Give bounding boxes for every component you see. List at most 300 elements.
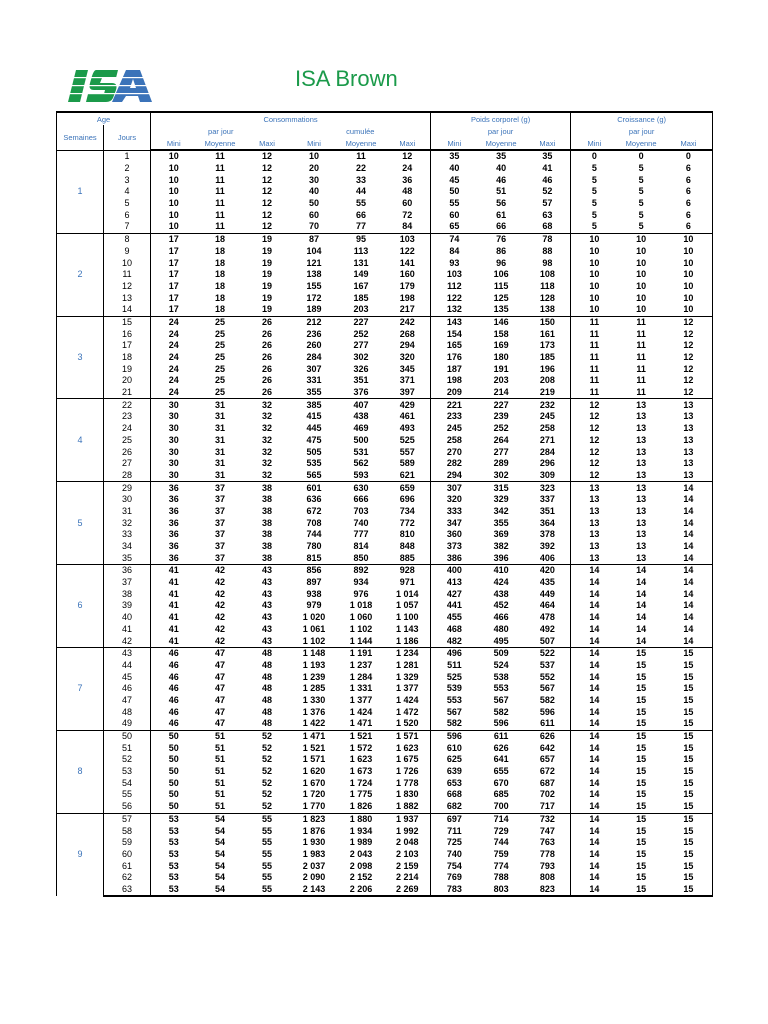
value-cell: 198	[385, 292, 431, 304]
value-cell: 121	[306, 257, 322, 268]
value-cell: 12	[385, 150, 431, 163]
value-cell: 1 571	[302, 754, 326, 765]
value-cell: 525	[385, 435, 431, 447]
table-row	[57, 174, 713, 186]
value-cell: 55	[244, 813, 291, 825]
value-cell: 15	[636, 742, 647, 753]
header-moyenne: Moyenne	[338, 137, 385, 150]
value-cell: 5	[591, 174, 597, 185]
value-cell: 1 882	[385, 801, 431, 813]
table-row	[57, 233, 713, 245]
value-cell: 32	[262, 423, 273, 434]
value-cell: 642	[525, 742, 571, 754]
value-cell: 55	[262, 860, 273, 871]
value-cell: 33	[356, 174, 367, 185]
value-cell: 55	[244, 884, 291, 897]
value-cell: 14	[589, 766, 600, 777]
value-cell: 13	[589, 529, 600, 540]
value-cell: 78	[525, 233, 571, 245]
table-row	[57, 411, 713, 423]
value-cell: 13	[636, 423, 647, 434]
value-cell: 14	[589, 612, 600, 623]
value-cell: 1 930	[302, 837, 326, 848]
value-cell: 1 100	[385, 612, 431, 624]
value-cell: 36	[168, 517, 179, 528]
value-cell: 32	[262, 458, 273, 469]
value-cell: 113	[353, 245, 369, 256]
value-cell: 10	[636, 257, 647, 268]
day-cell: 7	[104, 221, 151, 233]
value-cell: 12	[244, 221, 291, 233]
value-cell: 10	[151, 150, 197, 163]
table-row	[57, 281, 713, 293]
value-cell: 40	[449, 163, 460, 174]
day-cell: 13	[104, 292, 151, 304]
value-cell: 31	[215, 446, 226, 457]
day-cell: 24	[104, 423, 151, 435]
value-cell: 41	[151, 565, 197, 577]
value-cell: 54	[215, 860, 226, 871]
value-cell: 1 673	[349, 766, 373, 777]
value-cell: 6	[665, 198, 713, 210]
value-cell: 814	[353, 541, 369, 552]
value-cell: 11	[571, 316, 618, 328]
value-cell: 1 239	[302, 671, 326, 682]
value-cell: 17	[168, 257, 179, 268]
day-cell: 48	[104, 706, 151, 718]
value-cell: 429	[385, 399, 431, 411]
value-cell: 5	[618, 221, 665, 233]
table-row	[57, 742, 713, 754]
value-cell: 553	[493, 683, 509, 694]
day-cell: 30	[104, 494, 151, 506]
value-cell: 478	[525, 612, 571, 624]
value-cell: 15	[665, 683, 713, 695]
day-cell: 35	[104, 552, 151, 564]
day-cell: 3	[104, 174, 151, 186]
value-cell: 24	[168, 352, 179, 363]
value-cell: 87	[291, 233, 338, 245]
value-cell: 12	[262, 186, 273, 197]
value-cell: 15	[618, 884, 665, 897]
value-cell: 0	[571, 150, 618, 163]
value-cell: 1 521	[338, 730, 385, 742]
value-cell: 1 675	[385, 754, 431, 766]
value-cell: 672	[525, 766, 571, 778]
table-body	[57, 150, 713, 896]
value-cell: 14	[589, 659, 600, 670]
value-cell: 1 521	[302, 742, 326, 753]
value-cell: 2 214	[385, 872, 431, 884]
value-cell: 364	[525, 517, 571, 529]
value-cell: 38	[262, 505, 273, 516]
table-row	[57, 186, 713, 198]
value-cell: 639	[446, 766, 462, 777]
value-cell: 15	[665, 849, 713, 861]
value-cell: 108	[525, 269, 571, 281]
value-cell: 48	[262, 706, 273, 717]
value-cell: 522	[525, 647, 571, 659]
value-cell: 15	[618, 647, 665, 659]
value-cell: 72	[385, 209, 431, 221]
table-row	[57, 552, 713, 564]
value-cell: 43	[244, 635, 291, 647]
value-cell: 1 330	[302, 694, 326, 705]
value-cell: 84	[449, 245, 460, 256]
value-cell: 626	[493, 742, 509, 753]
value-cell: 14	[571, 718, 618, 730]
value-cell: 55	[262, 872, 273, 883]
value-cell: 18	[215, 280, 226, 291]
value-cell: 14	[665, 565, 713, 577]
value-cell: 36	[168, 505, 179, 516]
value-cell: 41	[168, 623, 179, 634]
value-cell: 42	[215, 600, 226, 611]
value-cell: 672	[306, 505, 322, 516]
value-cell: 25	[215, 328, 226, 339]
value-cell: 14	[571, 801, 618, 813]
table-row	[57, 754, 713, 766]
value-cell: 14	[665, 624, 713, 636]
value-cell: 11	[215, 209, 225, 220]
value-cell: 12	[589, 411, 600, 422]
value-cell: 46	[168, 683, 179, 694]
value-cell: 5	[638, 163, 644, 174]
value-cell: 333	[446, 505, 462, 516]
value-cell: 553	[446, 694, 462, 705]
value-cell: 42	[215, 623, 226, 634]
value-cell: 15	[665, 742, 713, 754]
day-cell: 53	[104, 766, 151, 778]
value-cell: 11	[215, 198, 225, 209]
value-cell: 118	[525, 281, 571, 293]
value-cell: 146	[478, 316, 525, 328]
value-cell: 25	[197, 316, 244, 328]
value-cell: 14	[589, 671, 600, 682]
day-cell: 63	[104, 884, 151, 897]
value-cell: 13	[618, 482, 665, 494]
day-cell: 61	[104, 860, 151, 872]
value-cell: 26	[262, 352, 273, 363]
value-cell: 13	[636, 529, 647, 540]
table-row	[57, 789, 713, 801]
value-cell: 131	[353, 257, 369, 268]
value-cell: 13	[636, 541, 647, 552]
value-cell: 392	[525, 541, 571, 553]
value-cell: 52	[244, 730, 291, 742]
day-cell: 19	[104, 363, 151, 375]
value-cell: 14	[636, 577, 647, 588]
value-cell: 65	[431, 221, 478, 233]
value-cell: 232	[525, 399, 571, 411]
value-cell: 258	[446, 434, 462, 445]
week-label: 7	[57, 647, 104, 730]
value-cell: 772	[385, 517, 431, 529]
value-cell: 12	[262, 198, 273, 209]
value-cell: 15	[636, 872, 647, 883]
value-cell: 40	[309, 186, 320, 197]
value-cell: 239	[493, 411, 509, 422]
value-cell: 435	[525, 577, 571, 589]
value-cell: 48	[385, 186, 431, 198]
header-maxi: Maxi	[385, 137, 431, 150]
day-cell: 8	[104, 233, 151, 245]
value-cell: 567	[493, 694, 509, 705]
value-cell: 227	[478, 399, 525, 411]
table-row	[57, 375, 713, 387]
table-row	[57, 529, 713, 541]
value-cell: 1 826	[338, 801, 385, 813]
table-row	[57, 612, 713, 624]
value-cell: 744	[306, 529, 322, 540]
day-cell: 50	[104, 730, 151, 742]
day-cell: 59	[104, 837, 151, 849]
value-cell: 26	[262, 328, 273, 339]
value-cell: 50	[151, 801, 197, 813]
day-cell: 40	[104, 612, 151, 624]
value-cell: 611	[478, 730, 525, 742]
day-cell: 4	[104, 186, 151, 198]
value-cell: 42	[197, 635, 244, 647]
value-cell: 13	[665, 423, 713, 435]
value-cell: 14	[589, 706, 600, 717]
value-cell: 461	[385, 411, 431, 423]
value-cell: 18	[197, 233, 244, 245]
value-cell: 19	[262, 245, 273, 256]
value-cell: 41	[525, 163, 571, 175]
value-cell: 810	[385, 529, 431, 541]
value-cell: 6	[665, 186, 713, 198]
value-cell: 54	[197, 884, 244, 897]
value-cell: 63	[525, 209, 571, 221]
value-cell: 763	[525, 837, 571, 849]
header-conso-cumulee: cumulée	[291, 125, 431, 137]
value-cell: 6	[665, 221, 713, 233]
table-row	[57, 399, 713, 411]
value-cell: 928	[385, 565, 431, 577]
value-cell: 1 778	[385, 777, 431, 789]
value-cell: 655	[493, 766, 509, 777]
value-cell: 14	[589, 860, 600, 871]
header-maxi: Maxi	[665, 137, 713, 150]
day-cell: 25	[104, 435, 151, 447]
header-poids-par-jour: par jour	[431, 125, 571, 137]
header-mini: Mini	[571, 137, 618, 150]
value-cell: 32	[244, 470, 291, 482]
day-cell: 31	[104, 506, 151, 518]
value-cell: 10	[618, 233, 665, 245]
value-cell: 10	[291, 150, 338, 163]
value-cell: 10	[168, 163, 179, 174]
value-cell: 46	[151, 647, 197, 659]
value-cell: 505	[306, 446, 322, 457]
value-cell: 525	[446, 671, 462, 682]
value-cell: 155	[306, 280, 322, 291]
value-cell: 17	[168, 280, 179, 291]
value-cell: 12	[665, 387, 713, 399]
value-cell: 582	[431, 718, 478, 730]
value-cell: 47	[215, 694, 226, 705]
value-cell: 783	[431, 884, 478, 897]
value-cell: 143	[431, 316, 478, 328]
value-cell: 14	[636, 600, 647, 611]
value-cell: 12	[665, 328, 713, 340]
value-cell: 37	[215, 494, 226, 505]
value-cell: 10	[589, 245, 600, 256]
value-cell: 50	[168, 766, 179, 777]
header-semaines: Semaines	[57, 125, 104, 150]
value-cell: 351	[353, 375, 369, 386]
value-cell: 15	[636, 659, 647, 670]
value-cell: 413	[446, 577, 462, 588]
day-cell: 20	[104, 375, 151, 387]
value-cell: 17	[168, 292, 179, 303]
value-cell: 565	[291, 470, 338, 482]
value-cell: 35	[431, 150, 478, 163]
value-cell: 315	[478, 482, 525, 494]
value-cell: 36	[168, 541, 179, 552]
value-cell: 42	[197, 565, 244, 577]
day-cell: 56	[104, 801, 151, 813]
value-cell: 284	[306, 352, 322, 363]
value-cell: 18	[215, 269, 226, 280]
value-cell: 14	[589, 754, 600, 765]
value-cell: 14	[589, 848, 600, 859]
value-cell: 30	[168, 458, 179, 469]
value-cell: 68	[525, 221, 571, 233]
value-cell: 61	[496, 209, 507, 220]
value-cell: 700	[478, 801, 525, 813]
value-cell: 326	[353, 363, 369, 374]
value-cell: 856	[291, 565, 338, 577]
value-cell: 217	[385, 304, 431, 316]
value-cell: 307	[306, 363, 322, 374]
value-cell: 13	[589, 505, 600, 516]
value-cell: 30	[151, 470, 197, 482]
value-cell: 277	[353, 340, 369, 351]
value-cell: 850	[338, 552, 385, 564]
value-cell: 12	[665, 375, 713, 387]
value-cell: 25	[215, 375, 226, 386]
value-cell: 1 937	[385, 813, 431, 825]
value-cell: 15	[636, 754, 647, 765]
day-cell: 49	[104, 718, 151, 730]
value-cell: 15	[636, 860, 647, 871]
table-row	[57, 292, 713, 304]
value-cell: 538	[493, 671, 509, 682]
value-cell: 302	[353, 352, 369, 363]
value-cell: 347	[446, 517, 462, 528]
value-cell: 1 377	[385, 683, 431, 695]
value-cell: 52	[262, 742, 273, 753]
value-cell: 35	[478, 150, 525, 163]
value-cell: 2 098	[349, 860, 373, 871]
value-cell: 189	[291, 304, 338, 316]
value-cell: 13	[589, 494, 600, 505]
value-cell: 38	[244, 552, 291, 564]
value-cell: 38	[262, 517, 273, 528]
value-cell: 1 724	[349, 777, 373, 788]
value-cell: 54	[215, 837, 226, 848]
value-cell: 103	[446, 269, 462, 280]
value-cell: 10	[168, 174, 179, 185]
value-cell: 242	[385, 316, 431, 328]
value-cell: 13	[618, 399, 665, 411]
day-cell: 23	[104, 411, 151, 423]
value-cell: 396	[478, 552, 525, 564]
value-cell: 86	[496, 245, 507, 256]
header-croissance-par-jour: par jour	[571, 125, 713, 137]
day-cell: 51	[104, 742, 151, 754]
value-cell: 386	[431, 552, 478, 564]
day-cell: 22	[104, 399, 151, 411]
value-cell: 15	[665, 813, 713, 825]
value-cell: 51	[215, 742, 226, 753]
value-cell: 1 234	[385, 647, 431, 659]
value-cell: 13	[665, 458, 713, 470]
value-cell: 12	[589, 423, 600, 434]
value-cell: 296	[525, 458, 571, 470]
value-cell: 582	[493, 706, 509, 717]
value-cell: 14	[618, 635, 665, 647]
value-cell: 653	[446, 777, 462, 788]
value-cell: 17	[168, 269, 179, 280]
day-cell: 26	[104, 446, 151, 458]
value-cell: 1 775	[349, 789, 373, 800]
value-cell: 1 018	[349, 600, 373, 611]
day-cell: 5	[104, 198, 151, 210]
value-cell: 464	[525, 600, 571, 612]
day-cell: 6	[104, 209, 151, 221]
value-cell: 38	[262, 494, 273, 505]
value-cell: 245	[446, 423, 462, 434]
value-cell: 10	[589, 280, 600, 291]
value-cell: 452	[493, 600, 509, 611]
value-cell: 1 057	[385, 600, 431, 612]
value-cell: 12	[665, 352, 713, 364]
value-cell: 369	[493, 529, 509, 540]
value-cell: 43	[262, 612, 273, 623]
value-cell: 670	[493, 777, 509, 788]
value-cell: 1 424	[385, 695, 431, 707]
value-cell: 323	[525, 482, 571, 494]
value-cell: 45	[449, 174, 460, 185]
value-cell: 407	[338, 399, 385, 411]
value-cell: 270	[446, 446, 462, 457]
value-cell: 12	[589, 434, 600, 445]
value-cell: 41	[168, 588, 179, 599]
value-cell: 10	[168, 186, 179, 197]
day-cell: 39	[104, 600, 151, 612]
value-cell: 36	[151, 482, 197, 494]
value-cell: 42	[215, 588, 226, 599]
value-cell: 14	[665, 552, 713, 564]
value-cell: 337	[525, 494, 571, 506]
table-row	[57, 624, 713, 636]
value-cell: 11	[618, 316, 665, 328]
value-cell: 135	[478, 304, 525, 316]
value-cell: 214	[478, 387, 525, 399]
value-cell: 19	[262, 292, 273, 303]
value-cell: 252	[353, 328, 369, 339]
value-cell: 10	[636, 292, 647, 303]
day-cell: 11	[104, 269, 151, 281]
week-label: 6	[57, 565, 104, 648]
value-cell: 438	[493, 588, 509, 599]
value-cell: 13	[665, 411, 713, 423]
value-cell: 294	[431, 470, 478, 482]
value-cell: 1 060	[349, 612, 373, 623]
